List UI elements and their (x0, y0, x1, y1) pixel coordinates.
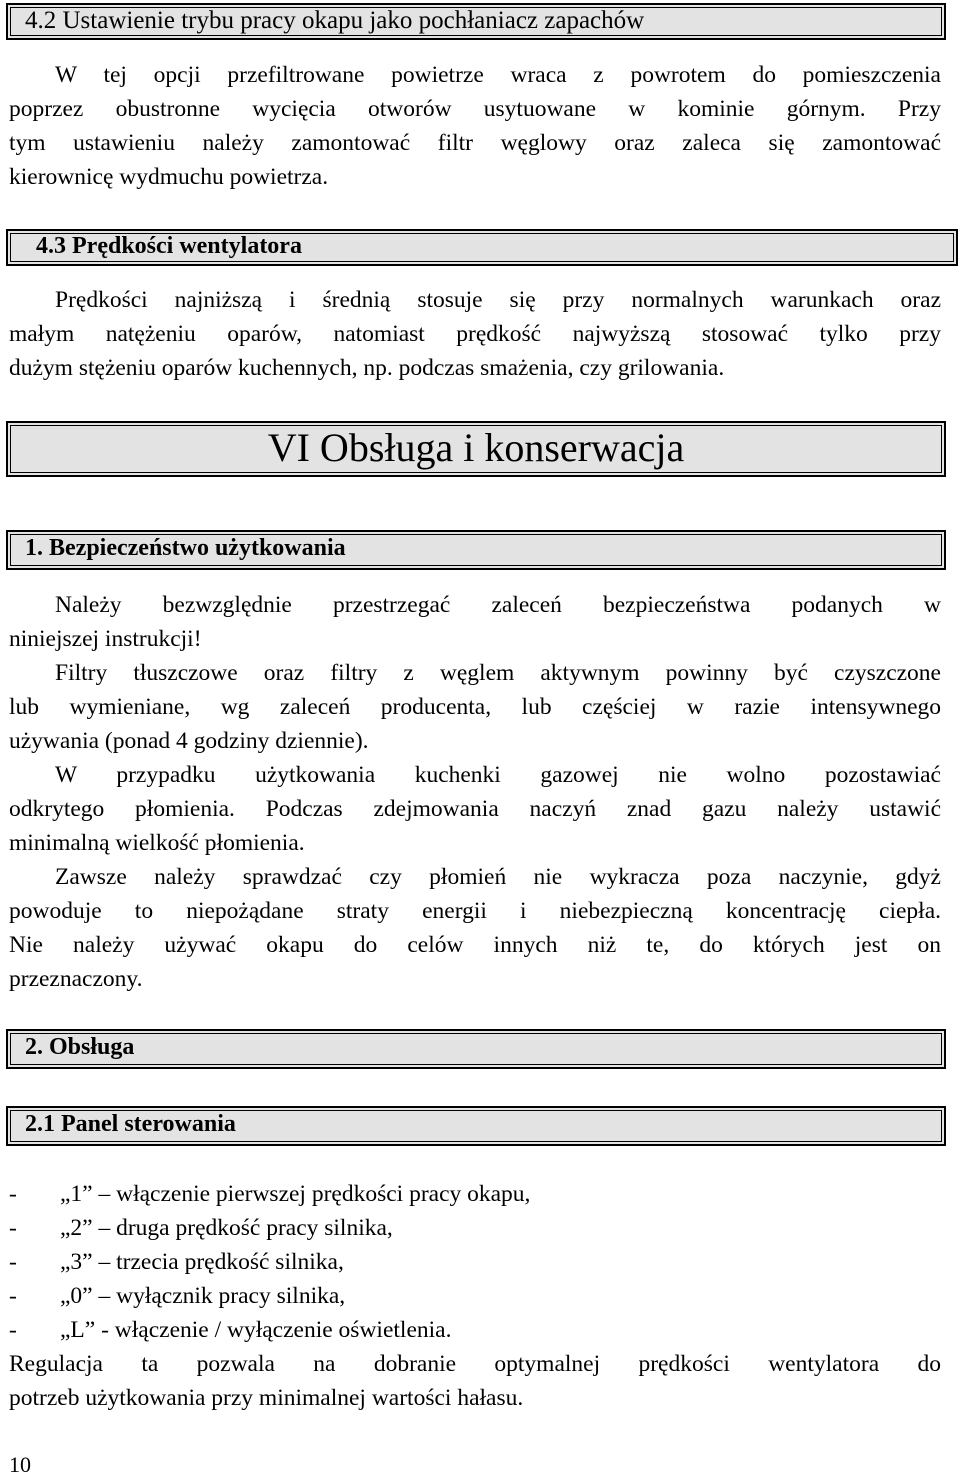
list-item-text: „1” – włączenie pierwszej prędkości pracy okapu, (60, 1181, 531, 1207)
paragraph-line: lub wymieniane, wg zaleceń producenta, lub częściej w razie intensywnego (9, 694, 941, 720)
paragraph-line: W przypadku użytkowania kuchenki gazowej nie wolno pozostawiać (55, 762, 941, 788)
section-1-paragraph-1 (9, 588, 941, 656)
list-item-text: „2” – druga prędkość pracy silnika, (60, 1215, 393, 1241)
paragraph-line: niniejszej instrukcji! (9, 626, 202, 652)
paragraph-line: W tej opcji przefiltrowane powietrze wraca z powrotem do pomieszczenia (55, 62, 941, 88)
paragraph-line: Regulacja ta pozwala na dobranie optymalnej prędkości wentylatora do (9, 1351, 941, 1377)
list-item-text: „L” - włączenie / wyłączenie oświetlenia. (60, 1317, 452, 1343)
list-item-text: „0” – wyłącznik pracy silnika, (60, 1283, 346, 1309)
section-4-2-heading: 4.2 Ustawienie trybu pracy okapu jako pochłaniacz zapachów (25, 7, 645, 34)
list-dash: - (9, 1215, 17, 1241)
paragraph-line: odkrytego płomienia. Podczas zdejmowania naczyń znad gazu należy ustawić (9, 796, 941, 822)
paragraph-line: minimalną wielkość płomienia. (9, 830, 305, 856)
list-dash: - (9, 1181, 17, 1207)
section-4-2-paragraph (9, 58, 941, 194)
section-4-3-heading: 4.3 Prędkości wentylatora (36, 233, 302, 259)
list-dash: - (9, 1283, 17, 1309)
section-1-heading: 1. Bezpieczeństwo użytkowania (25, 535, 346, 561)
list-item-text: „3” – trzecia prędkość silnika, (60, 1249, 344, 1275)
list-dash: - (9, 1249, 17, 1275)
paragraph-line: powoduje to niepożądane straty energii i niebezpieczną koncentrację ciepła. (9, 898, 941, 924)
paragraph-line: Nie należy używać okapu do celów innych niż te, do których jest on (9, 932, 941, 958)
section-2-1-closing-paragraph (9, 1347, 941, 1415)
section-1-paragraph-3 (9, 758, 941, 860)
section-2-1-heading: 2.1 Panel sterowania (25, 1111, 236, 1137)
section-2-heading-box (6, 1029, 946, 1069)
section-4-3-paragraph (9, 283, 941, 385)
paragraph-line: używania (ponad 4 godziny dziennie). (9, 728, 369, 754)
section-1-paragraph-2 (9, 656, 941, 758)
paragraph-line: Filtry tłuszczowe oraz filtry z węglem aktywnym powinny być czyszczone (55, 660, 941, 686)
section-2-heading: 2. Obsługa (25, 1034, 135, 1060)
section-1-paragraph-4 (9, 860, 941, 996)
chapter-vi-heading: VI Obsługa i konserwacja (267, 425, 685, 470)
paragraph-line: Zawsze należy sprawdzać czy płomień nie wykracza poza naczynie, gdyż (55, 864, 941, 890)
list-dash: - (9, 1317, 17, 1343)
paragraph-line: małym natężeniu oparów, natomiast prędkość najwyższą stosować tylko przy (9, 321, 941, 347)
paragraph-line: poprzez obustronne wycięcia otworów usytuowane w kominie górnym. Przy (9, 96, 941, 122)
paragraph-line: dużym stężeniu oparów kuchennych, np. podczas smażenia, czy grilowania. (9, 355, 725, 381)
paragraph-line: Należy bezwzględnie przestrzegać zaleceń bezpieczeństwa podanych w (55, 592, 941, 618)
paragraph-line: kierownicę wydmuchu powietrza. (9, 164, 329, 190)
paragraph-line: tym ustawieniu należy zamontować filtr węglowy oraz zaleca się zamontować (9, 130, 941, 156)
paragraph-line: Prędkości najniższą i średnią stosuje się przy normalnych warunkach oraz (55, 287, 941, 313)
paragraph-line: przeznaczony. (9, 966, 143, 992)
page-number: 10 (9, 1452, 31, 1477)
paragraph-line: potrzeb użytkowania przy minimalnej wartości hałasu. (9, 1385, 524, 1411)
